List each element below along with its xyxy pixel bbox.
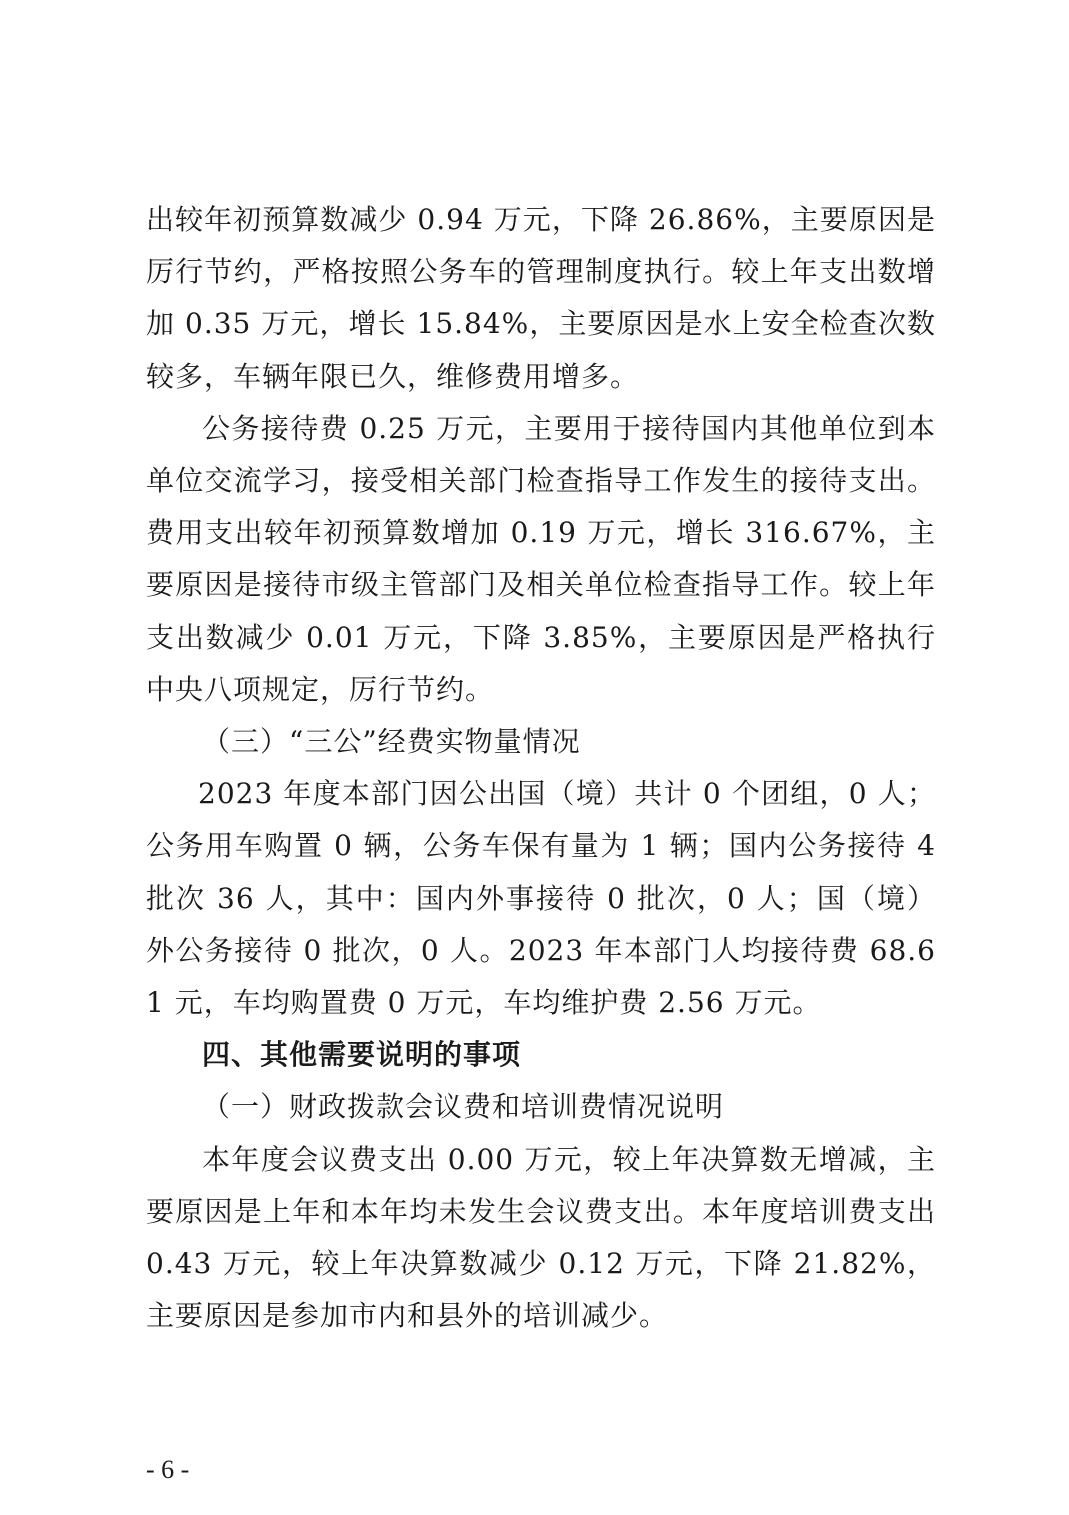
page-number: - 6 - (146, 1455, 190, 1484)
paragraph-vehicle-expense-continued: 出较年初预算数减少 0.94 万元，下降 26.86%，主要原因是厉行节约，严格按照公务车的管理制度执行。较上年支出数增加 0.35 万元，增长 15.84%，主要原因是水上安全检查次数较多，车辆年限已久，维修费用增多。 (146, 203, 936, 393)
paragraph-meeting-training-fees: 本年度会议费支出 0.00 万元，较上年决算数无增减，主要原因是上年和本年均未发生会议费支出。本年度培训费支出 0.43 万元，较上年决算数减少 0.12 万元，下降 21.82%，主要原因是参加市内和县外的培训减少。 (146, 1142, 936, 1333)
section-heading-meeting-training-fees: （一）财政拨款会议费和培训费情况说明 (202, 1090, 725, 1124)
section-heading-three-public-quantities: （三）“三公”经费实物量情况 (202, 725, 581, 759)
paragraph-reception-expense: 公务接待费 0.25 万元，主要用于接待国内其他单位到本单位交流学习，接受相关部门检查指导工作发生的接待支出。费用支出较年初预算数增加 0.19 万元，增长 316.67%，主要原因是接待市级主管部门及相关单位检查指导工作。较上年支出数减少 0.01 万元，下降 3.85%，主要原因是严格执行中央八项规定，厉行节约。 (146, 411, 936, 706)
section-heading-other-matters: 四、其他需要说明的事项 (202, 1038, 522, 1072)
document-body (146, 194, 936, 1342)
paragraph-three-public-quantities: 2023 年度本部门因公出国（境）共计 0 个团组，0 人；公务用车购置 0 辆，公务车保有量为 1 辆；国内公务接待 4 批次 36 人，其中：国内外事接待 0 批次，0 人；国（境）外公务接待 0 批次，0 人。2023 年本部门人均接待费 68.61 元，车均购置费 0 万元，车均维护费 2.56 万元。 (146, 777, 936, 1020)
